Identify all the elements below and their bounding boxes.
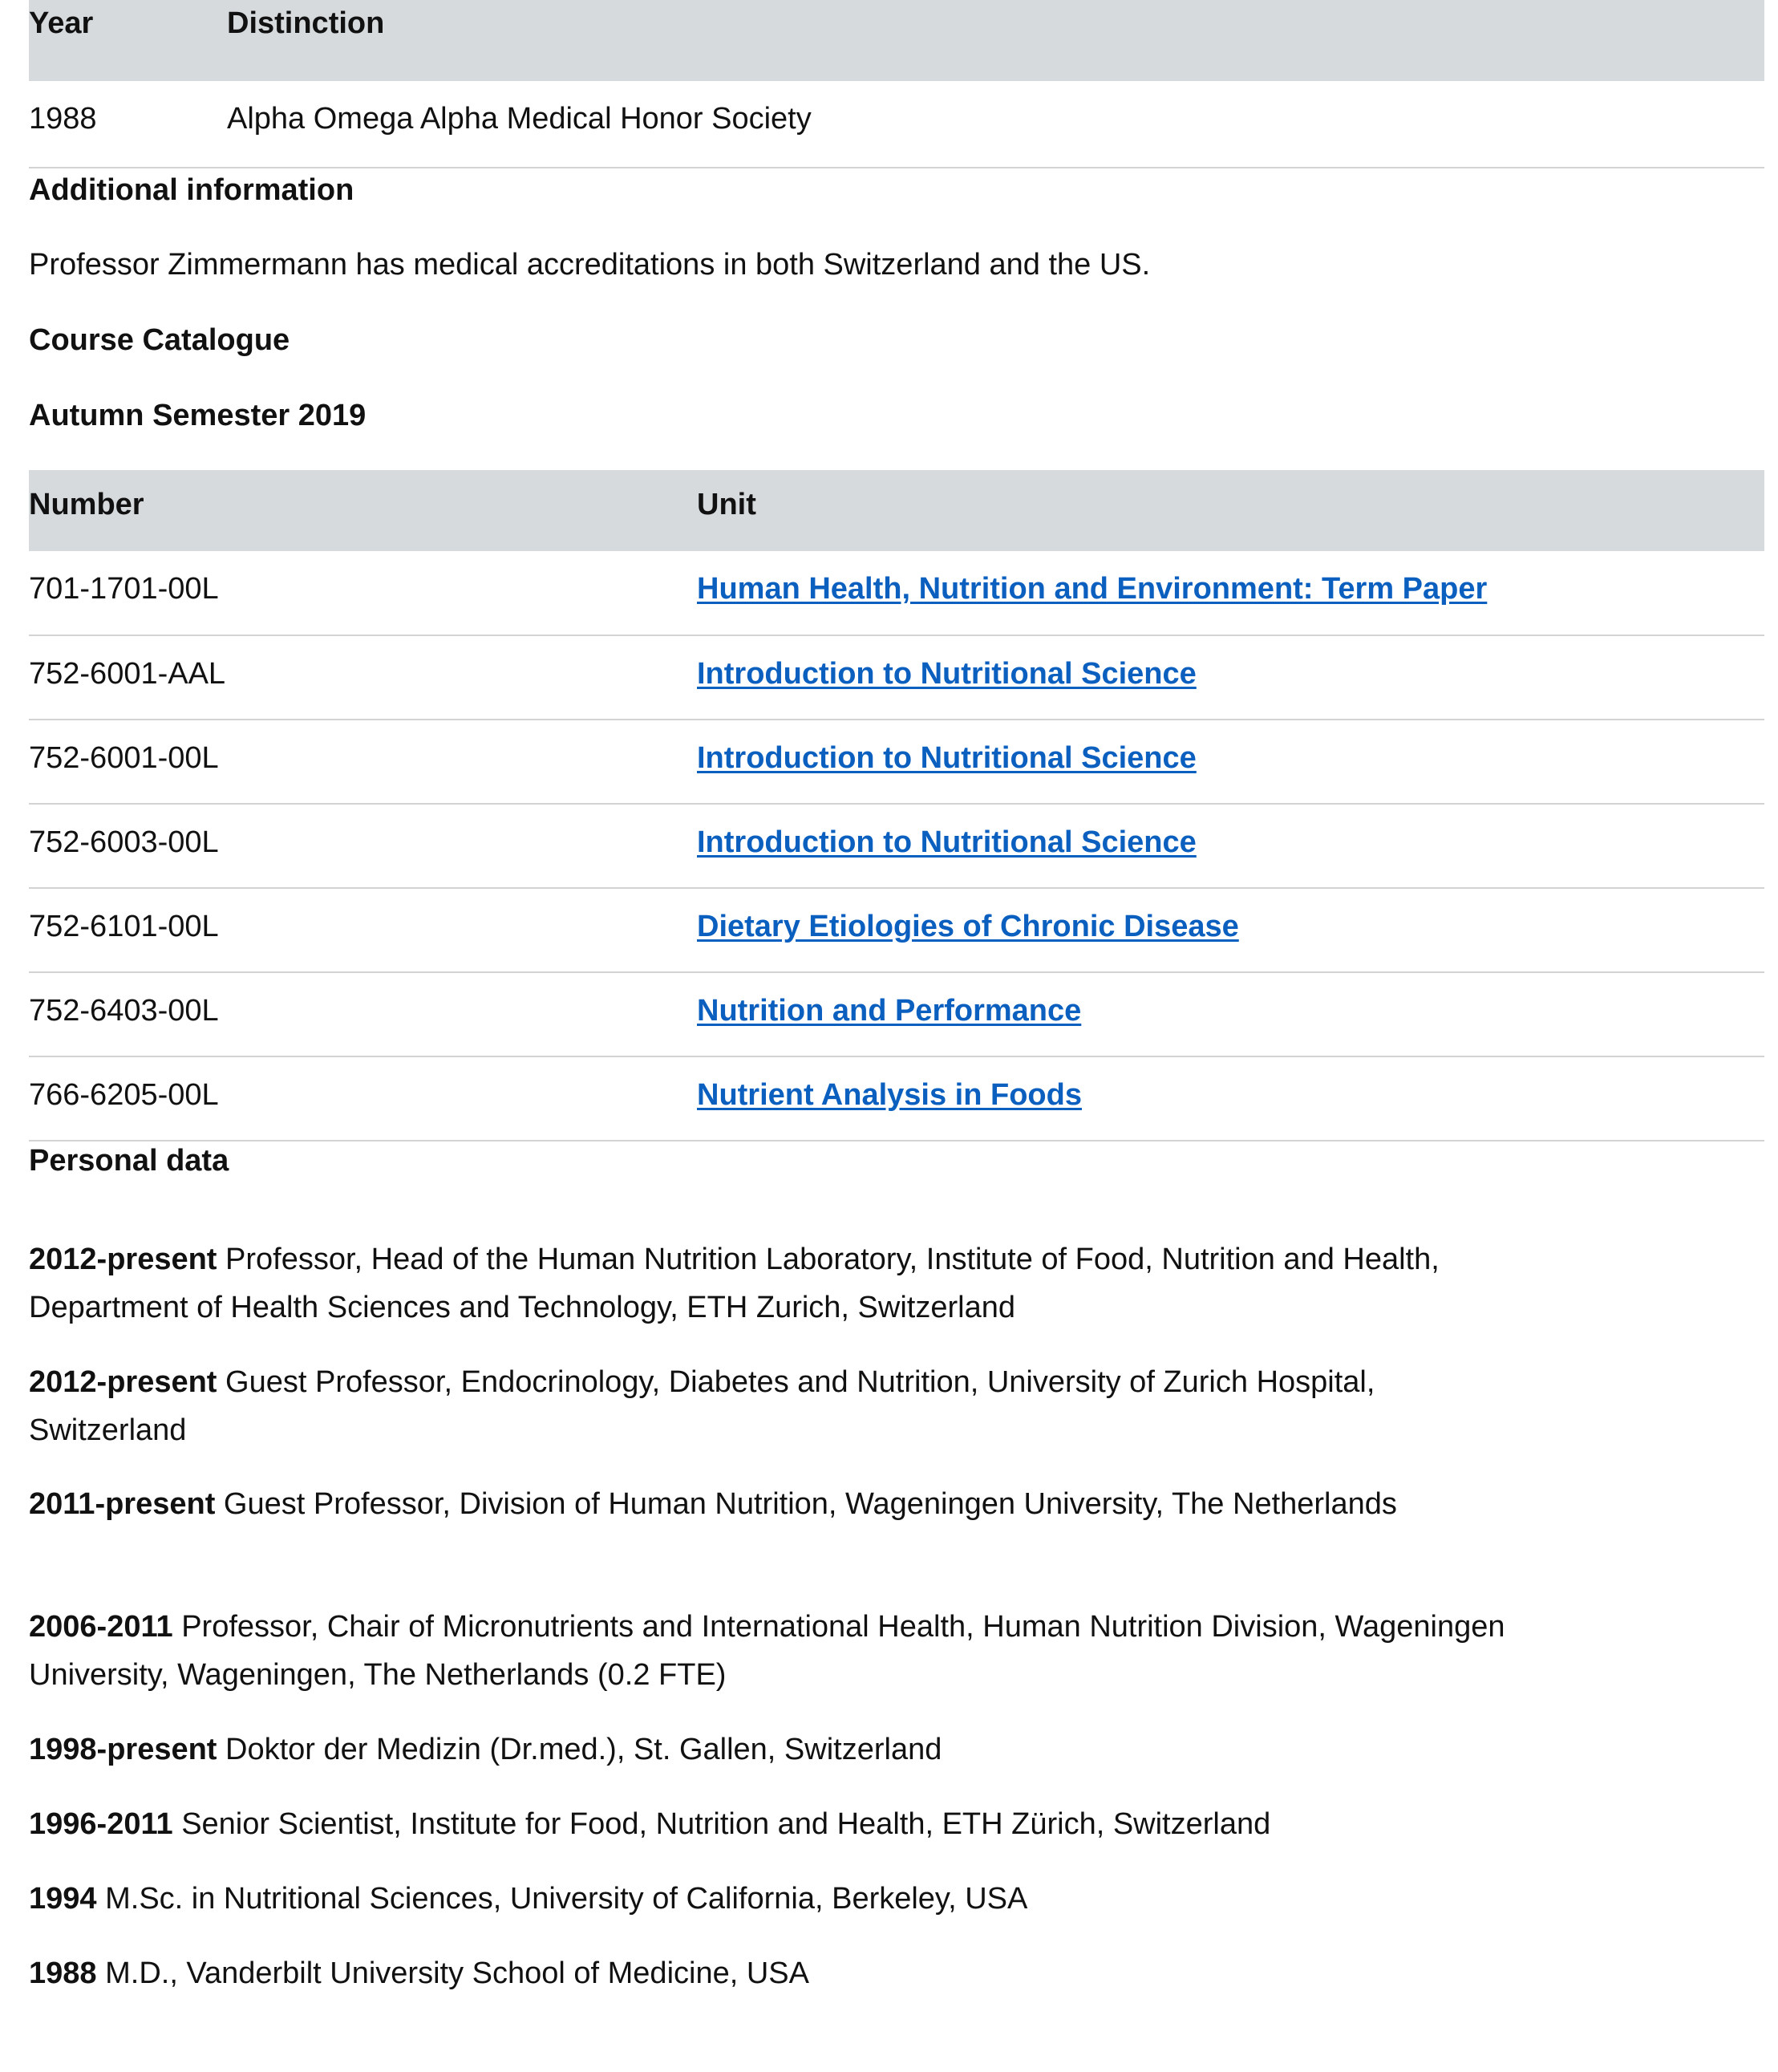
course-unit-cell bbox=[697, 804, 1764, 888]
course-number: 752-6001-00L bbox=[29, 720, 697, 804]
personal-data-entry bbox=[29, 1480, 1537, 1528]
course-unit-link[interactable]: Nutrition and Performance bbox=[697, 994, 1082, 1028]
honor-year: 1988 bbox=[29, 81, 227, 168]
personal-data-entry bbox=[29, 1875, 1537, 1923]
personal-data-entry bbox=[29, 1949, 1537, 1997]
personal-data-entry bbox=[29, 1235, 1537, 1332]
table-row bbox=[29, 1056, 1764, 1141]
course-unit-cell bbox=[697, 720, 1764, 804]
course-unit-link[interactable]: Introduction to Nutritional Science bbox=[697, 657, 1197, 691]
course-unit-cell bbox=[697, 972, 1764, 1056]
entry-text: M.Sc. in Nutritional Sciences, University of California, Berkeley, USA bbox=[96, 1882, 1028, 1916]
courses-table bbox=[29, 470, 1764, 1141]
additional-information-heading: Additional information bbox=[29, 173, 354, 207]
entry-text: Doktor der Medizin (Dr.med.), St. Gallen, Switzerland bbox=[217, 1733, 942, 1766]
semester-heading: Autumn Semester 2019 bbox=[29, 399, 367, 432]
personal-data-entry bbox=[29, 1725, 1537, 1774]
course-number: 752-6403-00L bbox=[29, 972, 697, 1056]
course-unit-cell bbox=[697, 551, 1764, 635]
courses-header-row bbox=[29, 470, 1764, 551]
honors-header-row bbox=[29, 0, 1764, 81]
honors-section bbox=[29, 0, 1764, 168]
course-number: 752-6003-00L bbox=[29, 804, 697, 888]
table-row bbox=[29, 551, 1764, 635]
entry-text: Professor, Chair of Micronutrients and International Health, Human Nutrition Division, Wageningen University, Wageningen, The Netherlands (0.2 FTE) bbox=[29, 1610, 1505, 1692]
entry-period: 1994 bbox=[29, 1882, 97, 1916]
entry-period: 2012-present bbox=[29, 1243, 217, 1276]
entry-period: 1988 bbox=[29, 1956, 97, 1990]
honor-distinction: Alpha Omega Alpha Medical Honor Society bbox=[227, 81, 1764, 168]
entry-period: 2012-present bbox=[29, 1365, 217, 1399]
courses-section bbox=[29, 470, 1764, 1141]
course-unit-link[interactable]: Dietary Etiologies of Chronic Disease bbox=[697, 910, 1239, 943]
entry-text: M.D., Vanderbilt University School of Medicine, USA bbox=[96, 1956, 809, 1990]
course-unit-link[interactable]: Introduction to Nutritional Science bbox=[697, 825, 1197, 859]
course-number: 701-1701-00L bbox=[29, 551, 697, 635]
column-header-year: Year bbox=[29, 0, 227, 81]
entry-period: 1998-present bbox=[29, 1733, 217, 1766]
personal-data-entry bbox=[29, 1800, 1537, 1848]
entry-text: Guest Professor, Division of Human Nutrition, Wageningen University, The Netherlands bbox=[215, 1487, 1397, 1521]
entry-period: 2006-2011 bbox=[29, 1610, 173, 1644]
course-unit-link[interactable]: Human Health, Nutrition and Environment: Term Paper bbox=[697, 572, 1488, 606]
entry-text: Senior Scientist, Institute for Food, Nutrition and Health, ETH Zürich, Switzerland bbox=[172, 1807, 1271, 1841]
additional-information-text: Professor Zimmermann has medical accreditations in both Switzerland and the US. bbox=[29, 248, 1151, 282]
course-unit-cell bbox=[697, 635, 1764, 720]
table-row bbox=[29, 635, 1764, 720]
table-row bbox=[29, 720, 1764, 804]
honors-table bbox=[29, 0, 1764, 168]
course-unit-link[interactable]: Introduction to Nutritional Science bbox=[697, 741, 1197, 775]
entry-text: Guest Professor, Endocrinology, Diabetes and Nutrition, University of Zurich Hospital, Switzerland bbox=[29, 1365, 1375, 1447]
personal-data-entry bbox=[29, 1358, 1537, 1454]
table-row bbox=[29, 804, 1764, 888]
course-unit-link[interactable]: Nutrient Analysis in Foods bbox=[697, 1078, 1082, 1112]
personal-data-entry bbox=[29, 1603, 1537, 1699]
course-catalogue-heading: Course Catalogue bbox=[29, 323, 290, 357]
table-row bbox=[29, 888, 1764, 972]
course-unit-cell bbox=[697, 1056, 1764, 1141]
column-header-distinction: Distinction bbox=[227, 0, 1764, 81]
column-header-number: Number bbox=[29, 470, 697, 551]
entry-period: 2011-present bbox=[29, 1487, 216, 1521]
column-header-unit: Unit bbox=[697, 470, 1764, 551]
personal-data-heading: Personal data bbox=[29, 1144, 229, 1178]
course-number: 752-6101-00L bbox=[29, 888, 697, 972]
entry-text: Professor, Head of the Human Nutrition Laboratory, Institute of Food, Nutrition and Health, Department of Health Sciences and Technology, ETH Zurich, Switzerland bbox=[29, 1243, 1440, 1324]
table-row bbox=[29, 81, 1764, 168]
table-row bbox=[29, 972, 1764, 1056]
course-unit-cell bbox=[697, 888, 1764, 972]
entry-period: 1996-2011 bbox=[29, 1807, 173, 1841]
course-number: 766-6205-00L bbox=[29, 1056, 697, 1141]
course-number: 752-6001-AAL bbox=[29, 635, 697, 720]
